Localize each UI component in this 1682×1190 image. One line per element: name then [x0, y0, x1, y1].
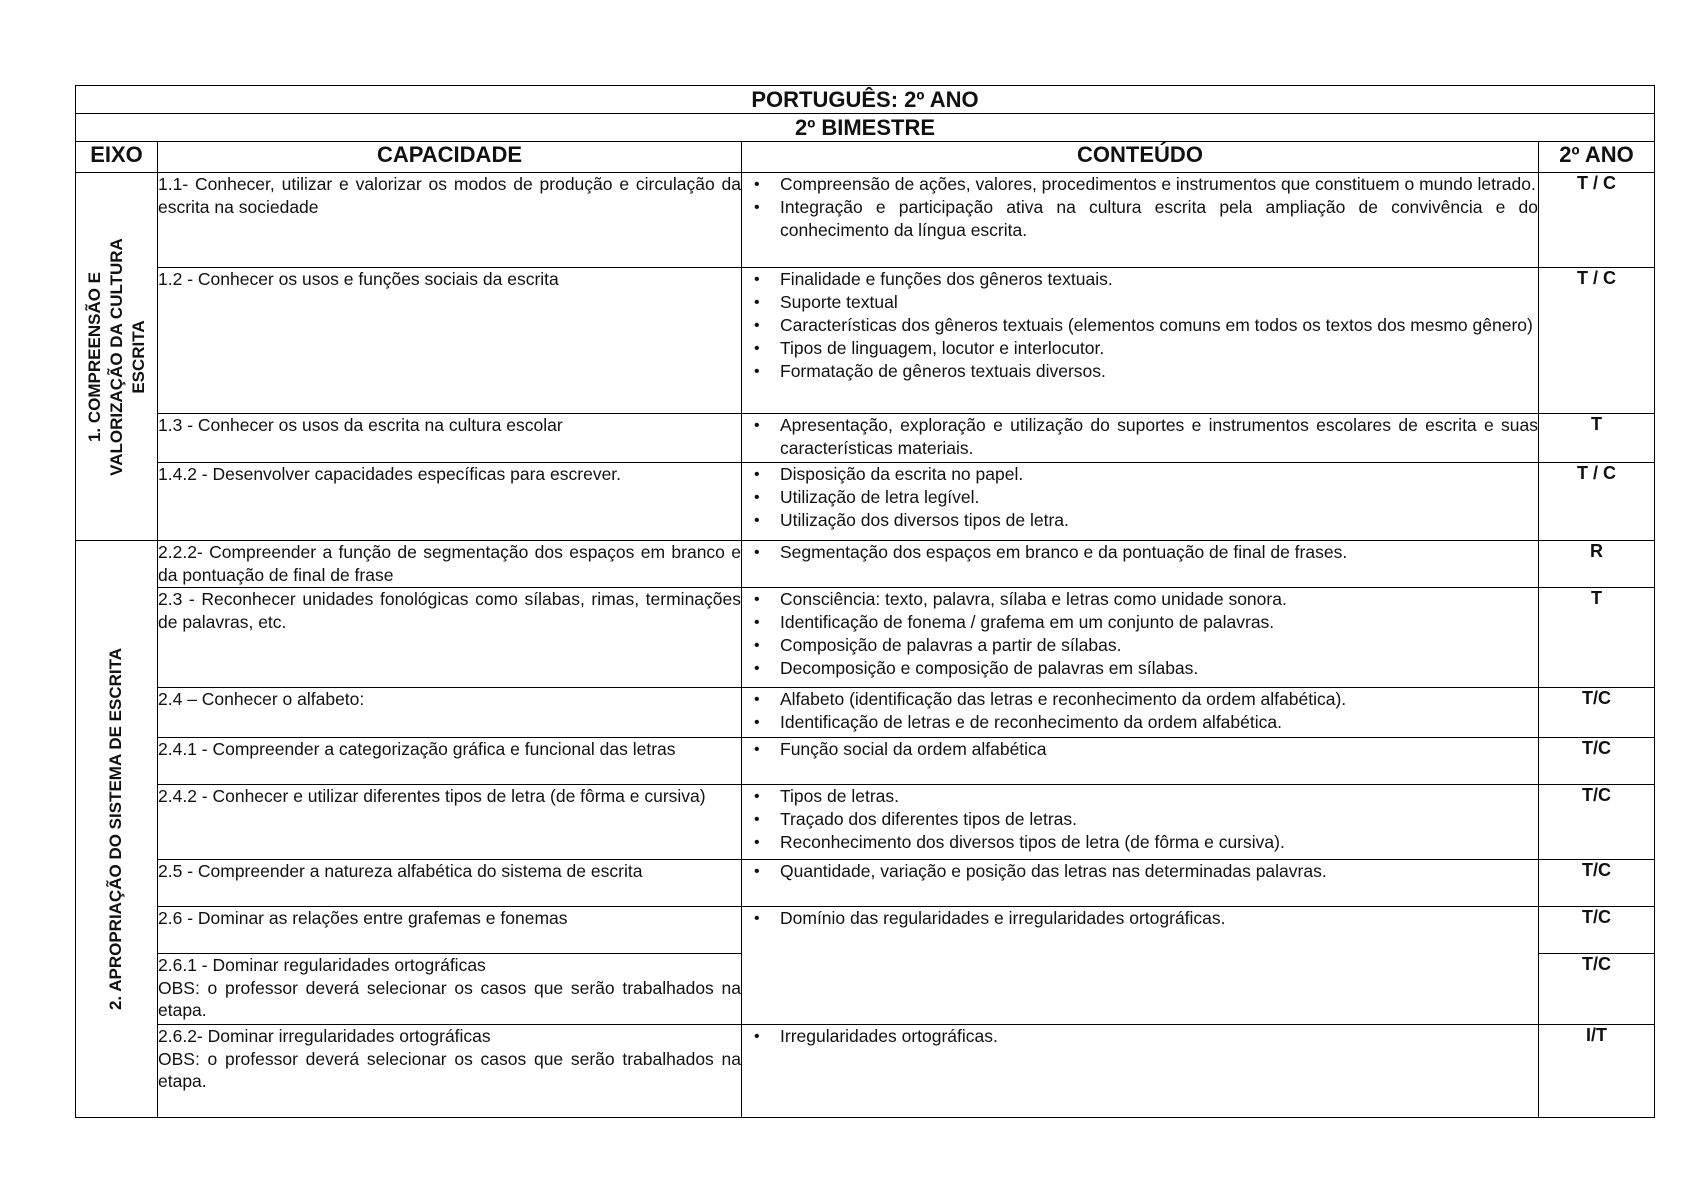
ano-cell: T/C — [1539, 785, 1655, 860]
ano-cell: T / C — [1539, 463, 1655, 541]
conteudo-cell — [742, 588, 1539, 688]
table-row — [76, 907, 1655, 954]
conteudo-cell — [742, 738, 1539, 785]
ano-cell: R — [1539, 541, 1655, 588]
conteudo-cell — [742, 785, 1539, 860]
page-title: PORTUGUÊS: 2º ANO — [76, 86, 1655, 114]
conteudo-cell — [742, 907, 1539, 1025]
list-item: • Domínio das regularidades e irregularidades ortográficas. — [742, 907, 1538, 930]
col-header-capacidade: CAPACIDADE — [158, 142, 742, 173]
axis-1-cell — [76, 173, 158, 541]
table-row — [76, 785, 1655, 860]
conteudo-cell — [742, 463, 1539, 541]
list-item: • Suporte textual — [742, 291, 1538, 314]
ano-cell: T/C — [1539, 738, 1655, 785]
capacidade-title: 2.6.2- Dominar irregularidades ortográficas — [158, 1026, 491, 1046]
ano-cell: T/C — [1539, 907, 1655, 954]
capacidade-cell: 2.4 – Conhecer o alfabeto: — [158, 688, 742, 738]
bimester-title: 2º BIMESTRE — [76, 114, 1655, 142]
table-row — [76, 738, 1655, 785]
table-row — [76, 414, 1655, 463]
capacidade-obs: OBS: o professor deverá selecionar os casos que serão trabalhados na etapa. — [158, 977, 741, 1020]
ano-cell: T — [1539, 414, 1655, 463]
list-item: • Consciência: texto, palavra, sílaba e letras como unidade sonora. — [742, 588, 1538, 611]
capacidade-title: 2.6.1 - Dominar regularidades ortográficas — [158, 955, 486, 975]
col-header-eixo: EIXO — [76, 142, 158, 173]
ano-cell: T/C — [1539, 688, 1655, 738]
list-item: • Características dos gêneros textuais (elementos comuns em todos os textos dos mesmo gênero) — [742, 314, 1538, 337]
ano-cell: T/C — [1539, 860, 1655, 907]
list-item: • Alfabeto (identificação das letras e reconhecimento da ordem alfabética). — [742, 688, 1538, 711]
list-item: • Quantidade, variação e posição das letras nas determinadas palavras. — [742, 860, 1538, 883]
capacidade-cell: 2.4.1 - Compreender a categorização gráfica e funcional das letras — [158, 738, 742, 785]
table-row — [76, 268, 1655, 414]
table-row — [76, 588, 1655, 688]
table-row — [76, 173, 1655, 268]
capacidade-cell: 2.6 - Dominar as relações entre grafemas e fonemas — [158, 907, 742, 954]
capacidade-cell: 1.1- Conhecer, utilizar e valorizar os modos de produção e circulação da escrita na sociedade — [158, 173, 742, 268]
list-item: • Tipos de linguagem, locutor e interlocutor. — [742, 337, 1538, 360]
subtitle-row — [76, 114, 1655, 142]
column-header-row — [76, 142, 1655, 173]
list-item: • Tipos de letras. — [742, 785, 1538, 808]
axis-2-cell — [76, 541, 158, 1118]
conteudo-cell — [742, 860, 1539, 907]
capacidade-cell: 2.3 - Reconhecer unidades fonológicas como sílabas, rimas, terminações de palavras, etc. — [158, 588, 742, 688]
ano-cell: T / C — [1539, 173, 1655, 268]
list-item: • Integração e participação ativa na cultura escrita pela ampliação de convivência e do conhecimento da língua escrita. — [742, 196, 1538, 242]
list-item: • Irregularidades ortográficas. — [742, 1025, 1538, 1048]
list-item: • Utilização de letra legível. — [742, 486, 1538, 509]
table-row — [76, 1025, 1655, 1118]
capacidade-cell — [158, 954, 742, 1025]
list-item: • Composição de palavras a partir de sílabas. — [742, 634, 1538, 657]
title-row — [76, 86, 1655, 114]
capacidade-obs: OBS: o professor deverá selecionar os casos que serão trabalhados na etapa. — [158, 1048, 741, 1091]
list-item: • Segmentação dos espaços em branco e da pontuação de final de frases. — [742, 541, 1538, 564]
conteudo-cell — [742, 268, 1539, 414]
table-row — [76, 541, 1655, 588]
list-item: • Disposição da escrita no papel. — [742, 463, 1538, 486]
table-row — [76, 860, 1655, 907]
list-item: • Compreensão de ações, valores, procedimentos e instrumentos que constituem o mundo letrado. — [742, 173, 1538, 196]
capacidade-cell: 1.2 - Conhecer os usos e funções sociais da escrita — [158, 268, 742, 414]
capacidade-cell: 1.3 - Conhecer os usos da escrita na cultura escolar — [158, 414, 742, 463]
axis-1-label: 1. COMPREENSÃO E VALORIZAÇÃO DA CULTURA ESCRITA — [84, 237, 148, 476]
list-item: • Identificação de letras e de reconhecimento da ordem alfabética. — [742, 711, 1538, 734]
capacidade-cell: 2.5 - Compreender a natureza alfabética do sistema de escrita — [158, 860, 742, 907]
conteudo-cell — [742, 173, 1539, 268]
list-item: • Finalidade e funções dos gêneros textuais. — [742, 268, 1538, 291]
list-item: • Traçado dos diferentes tipos de letras. — [742, 808, 1538, 831]
axis-2-label: 2. APROPRIAÇÃO DO SISTEMA DE ESCRITA — [106, 647, 126, 1011]
curriculum-table — [75, 85, 1655, 1118]
list-item: • Utilização dos diversos tipos de letra. — [742, 509, 1538, 532]
list-item: • Formatação de gêneros textuais diversos. — [742, 360, 1538, 383]
list-item: • Apresentação, exploração e utilização do suportes e instrumentos escolares de escrita e suas características materiais. — [742, 414, 1538, 460]
capacidade-cell — [158, 1025, 742, 1118]
col-header-conteudo: CONTEÚDO — [742, 142, 1539, 173]
list-item: • Identificação de fonema / grafema em um conjunto de palavras. — [742, 611, 1538, 634]
conteudo-cell — [742, 688, 1539, 738]
conteudo-cell — [742, 541, 1539, 588]
table-row — [76, 688, 1655, 738]
conteudo-cell — [742, 414, 1539, 463]
capacidade-cell: 2.4.2 - Conhecer e utilizar diferentes tipos de letra (de fôrma e cursiva) — [158, 785, 742, 860]
table-row — [76, 463, 1655, 541]
conteudo-cell — [742, 1025, 1539, 1118]
list-item: • Função social da ordem alfabética — [742, 738, 1538, 761]
list-item: • Decomposição e composição de palavras em sílabas. — [742, 657, 1538, 680]
ano-cell: T / C — [1539, 268, 1655, 414]
capacidade-cell: 2.2.2- Compreender a função de segmentação dos espaços em branco e da pontuação de final de frase — [158, 541, 742, 588]
ano-cell: T/C — [1539, 954, 1655, 1025]
capacidade-cell: 1.4.2 - Desenvolver capacidades específicas para escrever. — [158, 463, 742, 541]
ano-cell: T — [1539, 588, 1655, 688]
col-header-ano: 2º ANO — [1539, 142, 1655, 173]
ano-cell: I/T — [1539, 1025, 1655, 1118]
list-item: • Reconhecimento dos diversos tipos de letra (de fôrma e cursiva). — [742, 831, 1538, 854]
